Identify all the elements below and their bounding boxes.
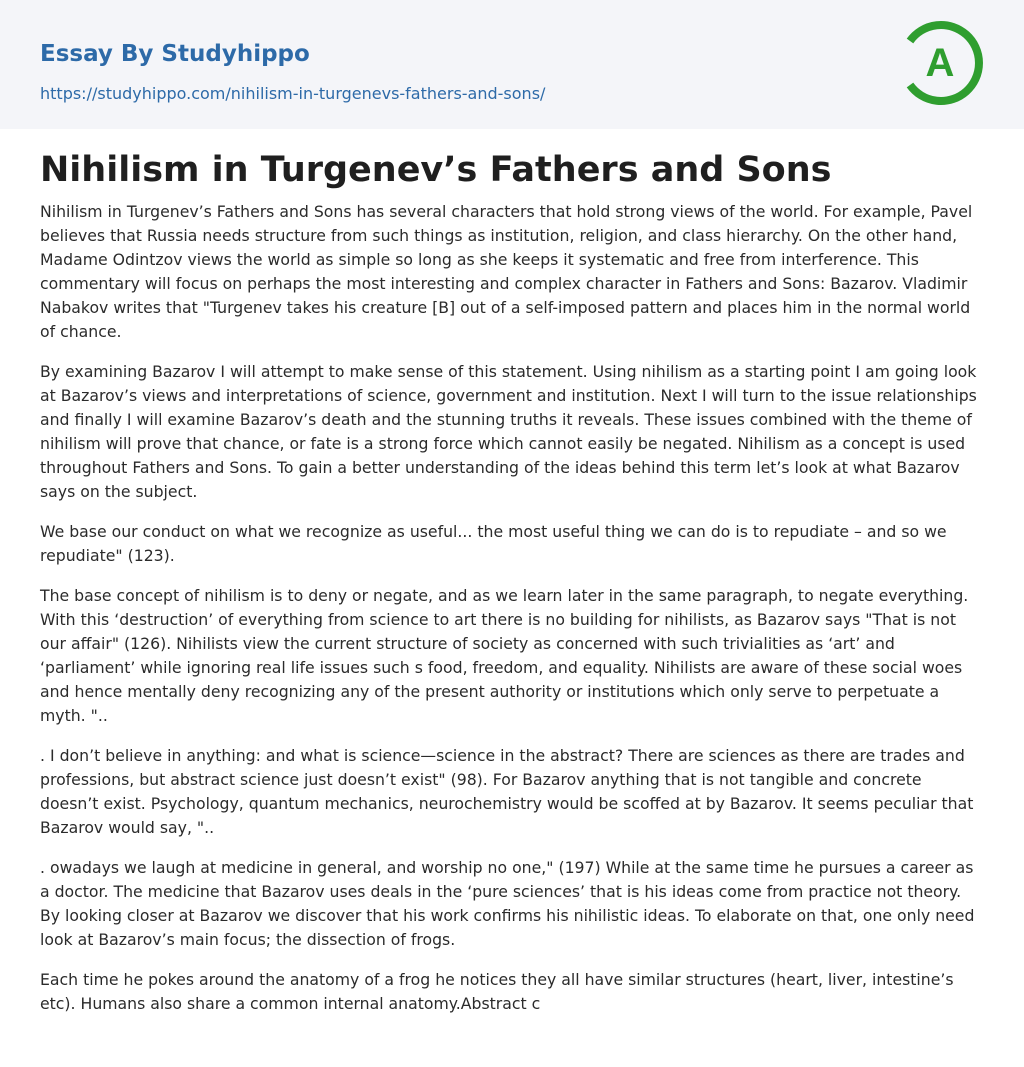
logo-letter: A — [925, 41, 955, 85]
brand-title[interactable]: Essay By Studyhippo — [40, 41, 310, 67]
source-url-link[interactable]: https://studyhippo.com/nihilism-in-turgenevs-fathers-and-sons/ — [40, 84, 546, 103]
paragraph-3: We base our conduct on what we recognize as useful... the most useful thing we can do is to repudiate – and so we repudiate" (123). — [40, 522, 947, 565]
article-body — [0, 129, 1024, 1016]
site-header — [0, 0, 1024, 129]
paragraph-5: . I don’t believe in anything: and what is science—science in the abstract? There are sciences as there are trades and professions, but abstract science just doesn’t exist" (98). For Bazarov anything that is not tangible and concrete doesn’t exist. Psychology, quantum mechanics, neurochemistry would be scoffed at by Bazarov. It seems peculiar that Bazarov would say, ".. — [40, 746, 974, 837]
paragraph-1: Nihilism in Turgenev’s Fathers and Sons has several characters that hold strong views of the world. For example, Pavel believes that Russia needs structure from such things as institution, religion, and class hierarchy. On the other hand, Madame Odintzov views the world as simple so long as she keeps it systematic and free from interference. This commentary will focus on perhaps the most interesting and complex character in Fathers and Sons: Bazarov. Vladimir Nabakov writes that "Turgenev takes his creature [B] out of a self-imposed pattern and places him in the normal world of chance. — [40, 202, 973, 341]
paragraph-2: By examining Bazarov I will attempt to make sense of this statement. Using nihilism as a starting point I am going look at Bazarov’s views and interpretations of science, government and institution. Next I will turn to the issue relationships and finally I will examine Bazarov’s death and the stunning truths it reveals. These issues combined with the theme of nihilism will prove that chance, or fate is a strong force which cannot easily be negated. Nihilism as a concept is used throughout Fathers and Sons. To gain a better understanding of the ideas behind this term let’s look at what Bazarov says on the subject. — [40, 362, 977, 501]
studyhippo-logo-icon[interactable] — [898, 19, 986, 107]
paragraph-4: The base concept of nihilism is to deny or negate, and as we learn later in the same paragraph, to negate everything. With this ‘destruction’ of everything from science to art there is no building for nihilists, as Bazarov says "That is not our affair" (126). Nihilists view the current structure of society as concerned with such trivialities as ‘art’ and ‘parliament’ while ignoring real life issues such s food, freedom, and equality. Nihilists are aware of these social woes and hence mentally deny recognizing any of the present authority or institutions which only serve to perpetuate a myth. ".. — [40, 586, 969, 725]
paragraph-6: . owadays we laugh at medicine in general, and worship no one," (197) While at the same time he pursues a career as a doctor. The medicine that Bazarov uses deals in the ‘pure sciences’ that is his ideas come from practice not theory. By looking closer at Bazarov we discover that his work confirms his nihilistic ideas. To elaborate on that, one only need look at Bazarov’s main focus; the dissection of frogs. — [40, 858, 975, 949]
paragraph-7: Each time he pokes around the anatomy of a frog he notices they all have similar structures (heart, liver, intestine’s etc). Humans also share a common internal anatomy.Abstract c — [40, 970, 954, 1013]
article-title: Nihilism in Turgenev’s Fathers and Sons — [40, 150, 832, 190]
